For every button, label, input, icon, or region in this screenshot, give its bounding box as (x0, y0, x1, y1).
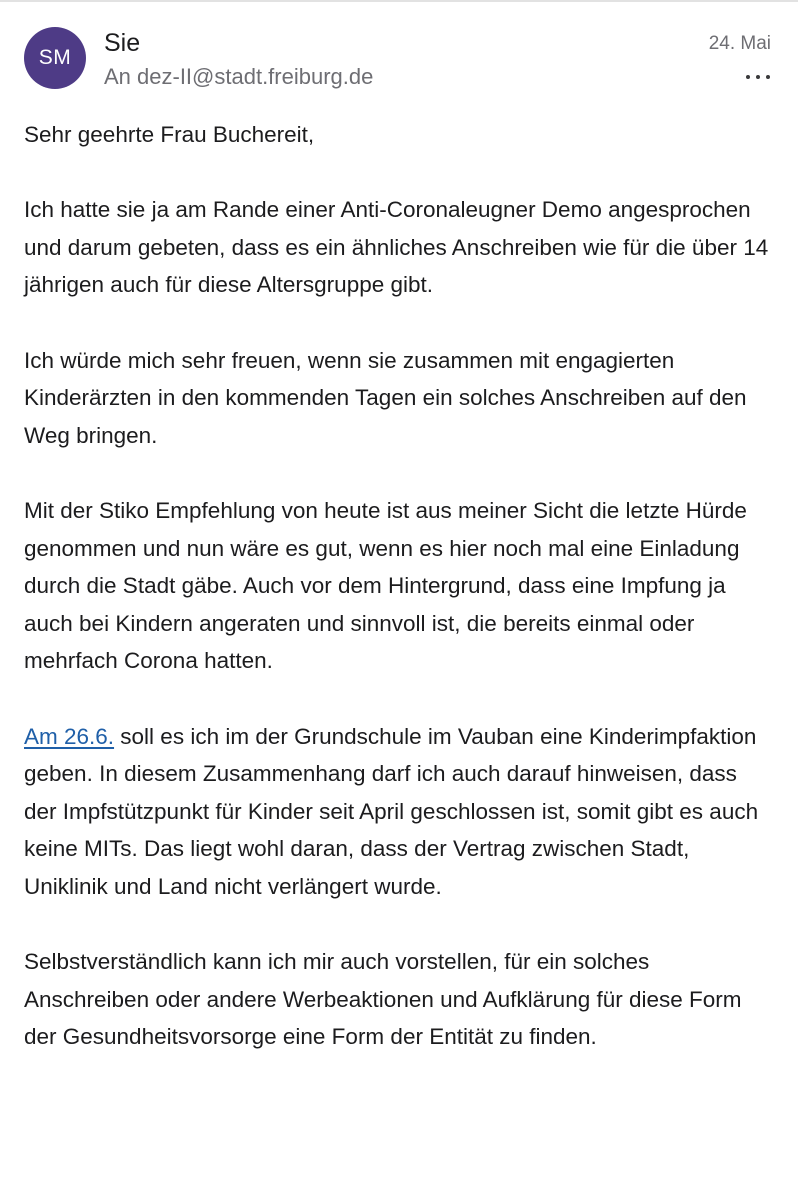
recipient-line[interactable]: An dez-II@stadt.freiburg.de (104, 64, 374, 89)
more-horizontal-icon[interactable] (746, 68, 770, 86)
sender-name[interactable]: Sie (104, 29, 141, 57)
date-link[interactable]: Am 26.6. (24, 723, 115, 749)
body-paragraph-1: Ich hatte sie ja am Rande einer Anti-Coronaleugner Demo angesprochen und darum gebeten, dass es ein ähnliches Anschreiben wie für die über 14 jährigen auch für diese Altersgruppe gibt. (24, 197, 769, 298)
more-dot (756, 75, 760, 79)
body-paragraph-4-text: soll es ich im der Grundschule im Vauban eine Kinderimpfaktion geben. In diesem Zusammenhang darf ich auch darauf hinweisen, dass der Impfstützpunkt für Kinder seit April geschlossen ist, somit gibt es auch keine MITs. Das liegt wohl daran, dass der Vertrag zwischen Stadt, Uniklinik und Land nicht verlängert wurde. (24, 723, 759, 899)
email-body (24, 116, 774, 1056)
body-paragraph-4 (24, 718, 774, 906)
more-dot (766, 75, 770, 79)
body-paragraph-5: Selbstverständlich kann ich mir auch vorstellen, für ein solches Anschreiben oder andere Werbeaktionen und Aufklärung für diese Form der Gesundheitsvorsorge eine Form der Entität zu finden. (24, 949, 742, 1050)
more-dot (746, 75, 750, 79)
body-paragraph-2: Ich würde mich sehr freuen, wenn sie zusammen mit engagierten Kinderärzten in den kommenden Tagen ein solches Anschreiben auf den Weg bringen. (24, 347, 747, 448)
greeting: Sehr geehrte Frau Buchereit, (24, 122, 315, 147)
body-paragraph-3: Mit der Stiko Empfehlung von heute ist aus meiner Sicht die letzte Hürde genommen und nun wäre es gut, wenn es hier noch mal eine Einladung durch die Stadt gäbe. Auch vor dem Hintergrund, dass eine Impfung ja auch bei Kindern angeraten und sinnvoll ist, die bereits einmal oder mehrfach Corona hatten. (24, 497, 747, 674)
avatar[interactable]: SM (24, 27, 86, 89)
email-header (0, 0, 798, 110)
email-date: 24. Mai (708, 33, 771, 54)
